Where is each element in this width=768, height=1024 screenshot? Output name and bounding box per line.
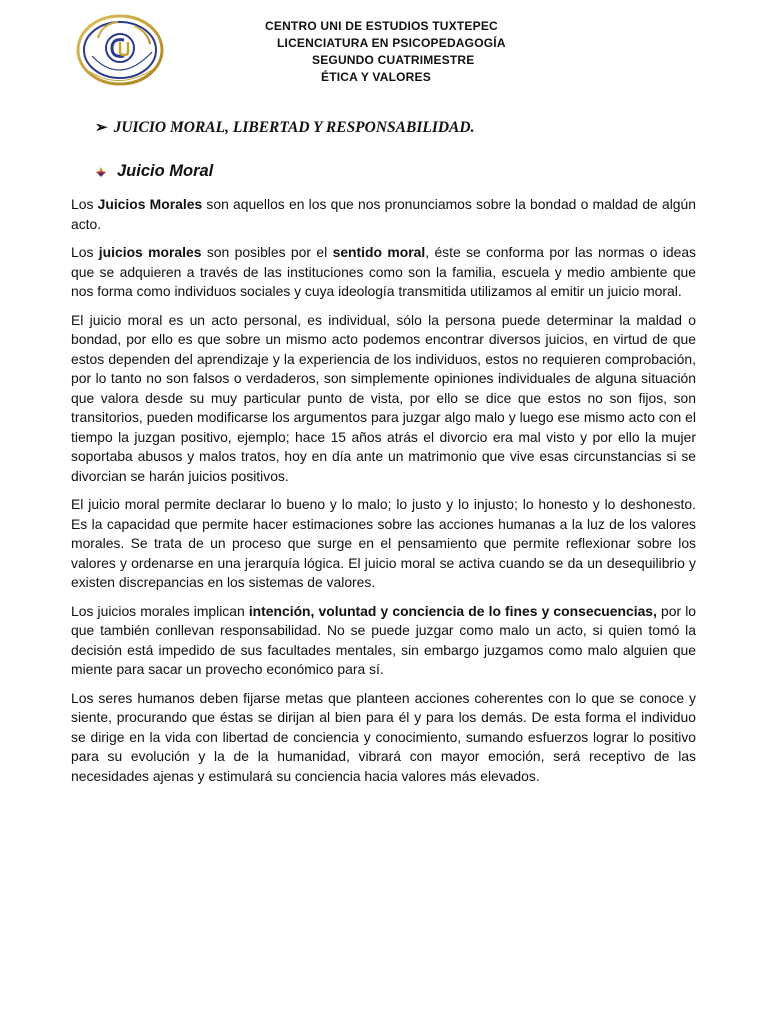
subsection-title: Juicio Moral: [117, 162, 214, 180]
school-crest-logo: [72, 12, 168, 92]
text-run: por lo que también conllevan responsabilidad. No se puede juzgar como malo un acto, si quien tomó la decisión está impedido de sus facultades mentales, sin embargo juzgamos como malo alguien que miente para sacar un provecho económico para sí.: [71, 602, 697, 677]
text-run: Los: [71, 196, 98, 212]
bold-term: sentido moral: [332, 244, 426, 260]
text-run: son aquellos en los que nos pronunciamos sobre la bondad o maldad de algún acto.: [71, 196, 696, 232]
text-run: son posibles por el: [201, 244, 333, 260]
text-run: , éste se conforma por las normas o ideas que se adquieren a través de las instituciones como son la familia, escuela y medio ambiente que nos forma como individuos sociales y cuya ideología transmitida utilizamos al emitir un juicio moral.: [71, 244, 697, 299]
course-name: ÉTICA Y VALORES: [321, 70, 431, 84]
paragraph: [71, 195, 696, 234]
paragraph: El juicio moral es un acto personal, es individual, sólo la persona puede determinar la maldad o bondad, por ello es que sobre un mismo acto podemos encontrar diversos juicios, en virtud de que estos dependen del aprendizaje y la experiencia de los individuos, estos no requieren comprobación, por lo tanto no son falsos o verdaderos, son simplemente opiniones individuales de alguna situación que valora desde su muy particular punto de vista, por ello se dice que estos no son fijos, son transitorios, pueden modificarse los argumentos para juzgar algo malo y luego ese mismo acto con el tiempo la juzgan positivo, ejemplo; hace 15 años atrás el divorcio era mal visto y por ello la mujer soportaba abusos y malos tratos, hoy en día ante un matrimonio que vive esas circunstancias si se divorcian se harán juicios positivos.: [71, 311, 696, 484]
paragraph: [71, 243, 696, 302]
term-name: SEGUNDO CUATRIMESTRE: [312, 53, 475, 67]
text-run: Los juicios morales implican: [71, 602, 249, 619]
diamond-bullet-icon: [94, 165, 108, 179]
paragraph: [71, 602, 696, 680]
bold-term: Juicios Morales: [97, 196, 203, 212]
section-title: [95, 118, 474, 137]
document-body: [71, 195, 696, 795]
bold-term: intención, voluntad y conciencia de lo fines y consecuencias,: [248, 602, 657, 619]
paragraph: El juicio moral permite declarar lo bueno y lo malo; lo justo y lo injusto; lo honesto y lo deshonesto. Es la capacidad que permite hacer estimaciones sobre las acciones humanas a la luz de los valores morales. Se trata de un proceso que surge en el pensamiento que permite reflexionar sobre los valores y ordenarse en una jerarquía lógica. El juicio moral se activa cuando se da un desequilibrio y existen discrepancias en los sistemas de valores.: [71, 496, 696, 590]
institution-name: CENTRO UNI DE ESTUDIOS TUXTEPEC: [265, 19, 498, 33]
subsection-heading: [94, 162, 213, 181]
text-run: Los: [71, 244, 99, 260]
degree-name: LICENCIATURA EN PSICOPEDAGOGÍA: [277, 36, 506, 50]
arrow-bullet-icon: ➢: [95, 120, 108, 136]
document-header: [200, 18, 600, 86]
section-title-text: JUICIO MORAL, LIBERTAD Y RESPONSABILIDAD.: [113, 119, 475, 136]
paragraph: Los seres humanos deben fijarse metas que planteen acciones coherentes con lo que se conoce y siente, procurando que éstas se dirijan al bien para él y para los demás. De esta forma el individuo se dirige en la vida con libertad de conciencia y conocimiento, sumando esfuerzos lograr lo positivo para su evolución y la de la humanidad, vibrará con mayor emoción, será receptivo de las necesidades ajenas y estimulará su conciencia hacia valores más elevados.: [71, 689, 696, 784]
bold-term: juicios morales: [98, 244, 202, 260]
